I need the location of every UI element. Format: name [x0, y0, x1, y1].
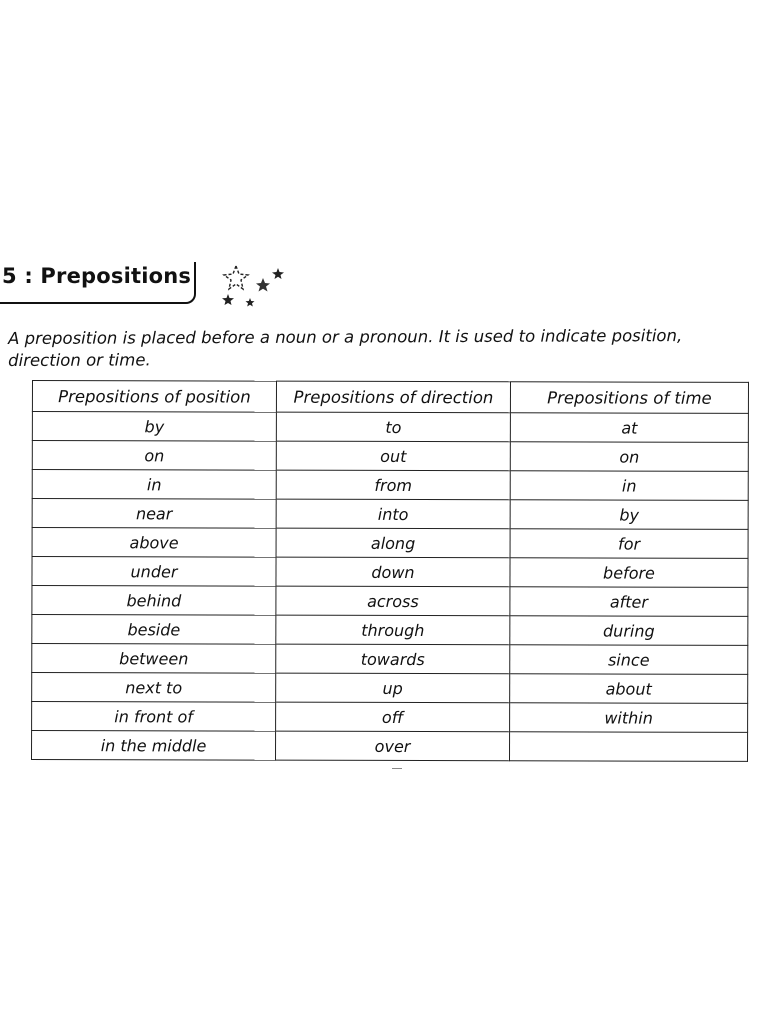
table-row — [32, 499, 748, 530]
small-star-icon — [272, 268, 284, 279]
cell-direction: off — [276, 702, 510, 732]
cell-time: in — [510, 471, 748, 501]
table-row — [32, 586, 748, 617]
cell-direction: along — [276, 528, 510, 558]
cell-position: by — [32, 412, 276, 442]
table-row — [32, 731, 748, 762]
cell-direction: towards — [276, 644, 510, 674]
outline-star-icon — [224, 266, 248, 289]
stars-icon — [214, 262, 294, 312]
table-row — [32, 615, 748, 646]
cell-time: on — [510, 442, 748, 472]
cell-time: after — [510, 587, 748, 617]
prepositions-table — [31, 380, 749, 762]
cell-time: since — [510, 645, 748, 675]
small-star-icon — [222, 294, 234, 305]
cell-direction: into — [276, 499, 510, 529]
header-position: Prepositions of position — [32, 381, 276, 413]
cell-direction: across — [276, 586, 510, 616]
cell-time: during — [510, 616, 748, 646]
cell-time — [510, 732, 748, 762]
prepositions-table-wrapper — [31, 380, 748, 762]
tiny-star-icon — [246, 298, 255, 307]
cell-position: behind — [32, 586, 276, 616]
cell-time: at — [510, 413, 748, 443]
table-row — [32, 441, 748, 472]
cell-time: before — [510, 558, 748, 588]
table-row — [32, 644, 748, 675]
table-row — [32, 470, 748, 501]
cell-time: about — [510, 674, 748, 704]
table-row — [32, 557, 748, 588]
cell-time: within — [510, 703, 748, 733]
cell-direction: to — [276, 412, 510, 442]
cell-direction: up — [276, 673, 510, 703]
cell-direction: through — [276, 615, 510, 645]
cell-position: between — [32, 644, 276, 674]
table-row — [32, 702, 748, 733]
page-title: 5 : Prepositions — [2, 264, 192, 288]
cell-position: in the middle — [32, 731, 276, 761]
cell-position: on — [32, 441, 276, 471]
table-row — [32, 673, 748, 704]
cell-time: for — [510, 529, 748, 559]
cell-position: next to — [32, 673, 276, 703]
cell-position: in front of — [32, 702, 276, 732]
section-heading — [0, 262, 200, 308]
header-direction: Prepositions of direction — [276, 381, 510, 413]
cell-position: above — [32, 528, 276, 558]
cell-direction: from — [276, 470, 510, 500]
cell-position: near — [32, 499, 276, 529]
cell-position: under — [32, 557, 276, 587]
cell-position: beside — [32, 615, 276, 645]
cell-position: in — [32, 470, 276, 500]
table-row — [32, 412, 748, 443]
intro-text: A preposition is placed before a noun or a pronoun. It is used to indicate position, direction or time. — [8, 326, 683, 370]
header-time: Prepositions of time — [510, 382, 748, 414]
cell-time: by — [510, 500, 748, 530]
scan-mark — [392, 768, 402, 769]
table-header-row — [32, 381, 748, 414]
cell-direction: down — [276, 557, 510, 587]
medium-star-icon — [256, 278, 270, 292]
cell-direction: out — [276, 441, 510, 471]
cell-direction: over — [276, 731, 510, 761]
table-row — [32, 528, 748, 559]
